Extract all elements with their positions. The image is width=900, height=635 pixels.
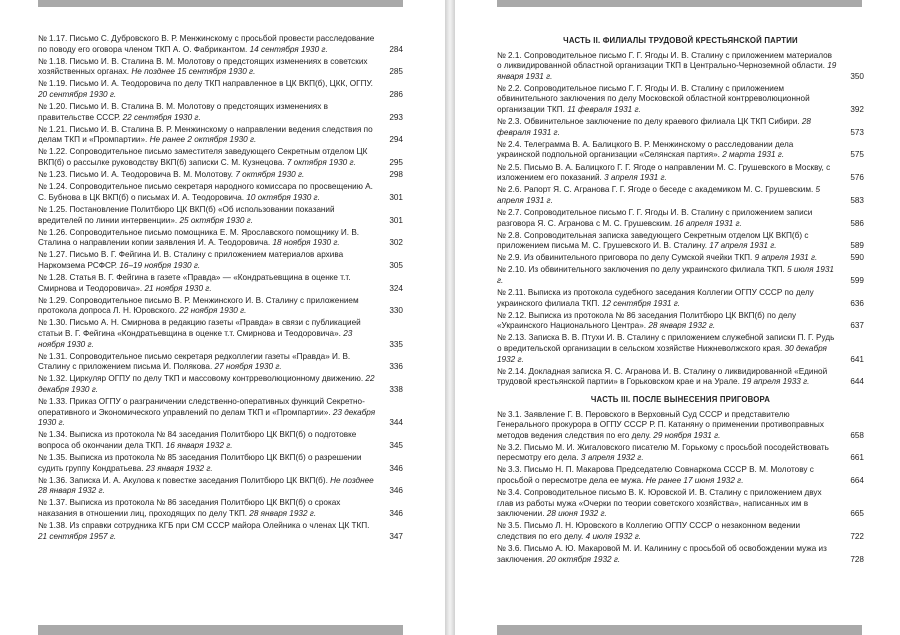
toc-entry: [497, 253, 864, 264]
toc-entry: [497, 117, 864, 138]
page-number: 637: [850, 321, 864, 331]
toc-entry: [38, 374, 403, 395]
left-page: [0, 0, 445, 635]
entry-body: [497, 51, 838, 83]
toc-entry: [38, 273, 403, 294]
contents-list-left: [38, 34, 403, 544]
entry-body: [38, 374, 377, 395]
entry-body: [497, 265, 838, 286]
entry-date: 5 апреля 1931 г.: [497, 185, 821, 205]
page-number: 285: [389, 67, 403, 77]
page-number: 293: [389, 112, 403, 122]
entry-title: № 1.29. Сопроводительное письмо В. Р. Менжинского И. В. Сталину с приложением протокола допроса Л. Н. Юровского.: [38, 295, 359, 316]
page-number: 590: [850, 253, 864, 263]
entry-date: 7 октября 1930 г.: [235, 170, 305, 180]
entry-body: [38, 521, 377, 542]
entry-date: 28 января 1932 г.: [648, 321, 716, 331]
toc-entry: [497, 443, 864, 464]
entry-title: № 3.6. Письмо А. Ю. Макаровой М. И. Калинину с просьбой об освобождении мужа из заключения.: [497, 544, 827, 564]
page-number: 346: [389, 486, 403, 496]
toc-entry: [497, 333, 864, 365]
part-3-title: ЧАСТЬ III. ПОСЛЕ ВЫНЕСЕНИЯ ПРИГОВОРА: [590, 394, 771, 404]
entry-body: [497, 253, 838, 264]
entry-date: 20 сентября 1930 г.: [38, 89, 117, 99]
entry-body: [497, 288, 838, 309]
entry-date: 16 апреля 1931 г.: [674, 218, 742, 228]
entry-date: 25 октября 1930 г.: [179, 215, 253, 225]
entry-title: № 1.31. Сопроводительное письмо секретаря редколлегии газеты «Правда» И. В. Сталину с приложением письма И. Полякова.: [38, 351, 351, 372]
entry-date: 16 января 1932 г.: [165, 440, 233, 450]
entry-body: [38, 125, 377, 146]
entry-date: 17 апреля 1931 г.: [709, 241, 777, 251]
toc-entry: [497, 367, 864, 388]
entry-title: № 3.2. Письмо М. И. Жигаловского писателю М. Горькому с просьбой посодействовать пересмотру его дела.: [497, 442, 829, 463]
entry-body: [38, 79, 377, 100]
entry-body: [497, 140, 838, 161]
page-number: 295: [389, 158, 403, 168]
entry-title: № 2.6. Рапорт Я. С. Агранова Г. Г. Ягоде о беседе с академиком М. С. Грушевским.: [497, 185, 814, 195]
page-number: 302: [389, 238, 403, 248]
entry-body: [38, 102, 377, 123]
toc-entry: [497, 521, 864, 542]
entry-date: 20 октября 1932 г.: [546, 554, 621, 564]
entry-body: [38, 228, 377, 249]
entry-date: 23 января 1932 г.: [145, 463, 213, 473]
entry-body: [38, 453, 377, 474]
entry-body: [497, 367, 838, 388]
entry-body: [38, 352, 377, 373]
part-2-entries: [497, 51, 864, 388]
entry-body: [497, 333, 838, 365]
toc-entry: [497, 208, 864, 229]
entry-date: 22 сентября 1930 г.: [122, 112, 201, 122]
toc-entry: [497, 288, 864, 309]
page-number: 644: [850, 377, 864, 387]
bottom-bar: [38, 625, 403, 635]
entry-body: [38, 397, 377, 429]
entry-title: № 2.7. Сопроводительное письмо Г. Г. Ягоды И. В. Сталину с приложением записи разговора Я. С. Агранова с М. С. Грушевским.: [497, 207, 813, 228]
page-number: 665: [850, 509, 864, 519]
entry-title: № 1.24. Сопроводительное письмо секретаря народного комиссара по просвещению А. С. Бубнова в ЦК ВКП(б) о письмах И. А. Теодоровича.: [38, 182, 373, 202]
book-gutter: [445, 0, 455, 635]
toc-entry: [38, 170, 403, 181]
entry-body: [497, 117, 838, 138]
top-bar: [38, 0, 403, 7]
page-number: 583: [850, 195, 864, 205]
page-number: 347: [389, 531, 403, 541]
entry-title: № 2.9. Из обвинительного приговора по делу Сумской ячейки ТКП.: [497, 253, 753, 263]
entry-title: № 2.11. Выписка из протокола судебного заседания Коллегии ОГПУ СССР по делу украинского филиала ТКП.: [497, 288, 814, 308]
toc-entry: [38, 79, 403, 100]
entry-body: [497, 521, 838, 542]
toc-entry: [38, 352, 403, 373]
entry-title: № 2.8. Сопроводительная записка заведующего Секретным отделом ЦК ВКП(б) с приложением письма М. С. Грушевского И. В. Сталину.: [497, 230, 809, 251]
toc-entry: [38, 453, 403, 474]
entry-title: № 1.20. Письмо И. В. Сталина В. М. Молотову о предстоящих изменениях в правительстве СССР.: [38, 102, 328, 122]
entry-body: [38, 273, 377, 294]
page-number: 664: [850, 476, 864, 486]
entry-body: [497, 231, 838, 252]
part-3-entries: [497, 410, 864, 566]
toc-entry: [497, 51, 864, 83]
entry-body: [497, 208, 838, 229]
entry-body: [38, 57, 377, 78]
entry-body: [497, 311, 838, 332]
entry-body: [497, 84, 838, 116]
entry-title: № 1.21. Письмо И. В. Сталина В. Р. Менжинскому о направлении ведения следствия по делам ТКП и «Промпартии».: [38, 124, 373, 145]
page-number: 298: [389, 170, 403, 180]
toc-entry: [38, 182, 403, 203]
entry-date: 28 февраля 1931 г.: [497, 117, 811, 137]
entry-title: № 1.35. Выписка из протокола № 85 заседания Политбюро ЦК ВКП(б) о разрешении судить группу Кондратьева.: [38, 452, 362, 473]
entry-date: 18 ноября 1930 г.: [272, 238, 340, 248]
entry-body: [38, 182, 377, 203]
page-number: 658: [850, 430, 864, 440]
toc-entry: [497, 140, 864, 161]
entry-date: 4 июля 1932 г.: [585, 532, 642, 542]
entry-title: № 3.1. Заявление Г. В. Перовского в Верховный Суд СССР и представителю Генерального прокурора в ОГПУ СССР Р. П. Катаняну о применении противоправных методов ведения следствия по его делу.: [497, 409, 824, 440]
page-number: 286: [389, 89, 403, 99]
toc-entry: [497, 84, 864, 116]
toc-entry: [38, 57, 403, 78]
toc-entry: [38, 228, 403, 249]
entry-title: № 2.1. Сопроводительное письмо Г. Г. Ягоды И. В. Сталину с приложением материалов о ликвидированной областной организации ТКП в Центрально-Черноземной области.: [497, 50, 832, 71]
entry-title: № 3.4. Сопроводительное письмо В. К. Юровской И. В. Сталину с приложением двух глав из работы мужа «Очерки по теории советского хозяйства», написанных им в заключении.: [497, 488, 822, 519]
entry-body: [497, 163, 838, 184]
entry-title: № 2.13. Записка В. В. Птухи И. В. Сталину с приложением служебной записки П. Г. Рудь о вредительской организации в сельском хозяйстве Нижневолжского края.: [497, 333, 835, 354]
entry-date: 3 апреля 1932 г.: [580, 453, 644, 463]
page-number: 346: [389, 508, 403, 518]
entry-date: 21 сентября 1957 г.: [38, 531, 117, 541]
entry-title: № 2.5. Письмо В. А. Балицкого Г. Г. Ягоде о направлении М. С. Грушевского в Москву, с изложением его показаний.: [497, 162, 831, 183]
toc-entry: [497, 544, 864, 565]
entry-title: № 1.30. Письмо А. Н. Смирнова в редакцию газеты «Правда» в связи с публикацией статьи В. Г. Фейгина «Кондратьевщина в оценке т.т. Смирнова и Теодоровича».: [38, 318, 361, 338]
entry-title: № 1.37. Выписка из протокола № 86 заседания Политбюро ЦК ВКП(б) о сроках наказания в отношении лиц, проходящих по делу ТКП.: [38, 498, 341, 518]
page-number: 392: [850, 105, 864, 115]
entry-date: 29 ноября 1931 г.: [653, 430, 721, 440]
entry-date: 11 февраля 1931 г.: [567, 105, 641, 115]
toc-entry: [38, 476, 403, 497]
toc-entry: [38, 102, 403, 123]
page-number: 284: [389, 44, 403, 54]
entry-body: [38, 296, 377, 317]
entry-date: 12 сентября 1931 г.: [601, 298, 681, 308]
page-number: 641: [850, 354, 864, 364]
entry-title: № 1.27. Письмо В. Г. Фейгина И. В. Сталину с приложением материалов архива Наркомзема РСФСР.: [38, 250, 344, 270]
page-number: 346: [389, 463, 403, 473]
toc-entry: [497, 488, 864, 520]
toc-entry: [38, 296, 403, 317]
entry-date: 28 июня 1932 г.: [546, 509, 607, 519]
entry-body: [497, 465, 838, 486]
contents-list-right: [497, 36, 864, 567]
entry-body: [38, 318, 377, 350]
page-number: 661: [850, 453, 864, 463]
entry-date: 22 ноября 1930 г.: [179, 306, 247, 316]
entry-date: 27 ноября 1930 г.: [214, 362, 282, 372]
entry-date: 14 сентября 1930 г.: [249, 44, 328, 54]
page-number: 301: [389, 192, 403, 202]
page-number: 301: [389, 215, 403, 225]
entry-title: № 1.19. Письмо И. А. Теодоровича по делу ТКП направленное в ЦК ВКП(б), ЦКК, ОГПУ.: [38, 79, 373, 89]
entry-title: № 2.4. Телеграмма В. А. Балицкого В. Р. Менжинскому о расследовании дела украинской подпольной организации «Селянская партия».: [497, 139, 794, 160]
entry-title: № 1.36. Записка И. А. Акулова к повестке заседания Политбюро ЦК ВКП(б).: [38, 475, 328, 485]
entry-date: Не позднее 28 января 1932 г.: [38, 475, 374, 496]
entry-date: 21 ноября 1930 г.: [144, 283, 212, 293]
entry-date: 23 ноября 1930 г.: [38, 328, 353, 349]
page-number: 335: [389, 339, 403, 349]
entry-body: [38, 147, 377, 168]
toc-entry: [38, 521, 403, 542]
entry-title: № 1.26. Сопроводительное письмо помощника Е. М. Ярославского помощнику И. В. Сталина о направлении копии заявления И. А. Теодоровича.: [38, 227, 360, 248]
toc-entry: [497, 185, 864, 206]
entry-date: 2 марта 1931 г.: [722, 150, 785, 160]
entry-title: № 1.23. Письмо И. А. Теодоровича В. М. Молотову.: [38, 170, 234, 180]
entry-body: [38, 205, 377, 226]
page-number: 330: [389, 306, 403, 316]
toc-entry: [38, 397, 403, 429]
entry-date: 5 июля 1931 г.: [497, 265, 834, 285]
page-number: 728: [850, 554, 864, 564]
entry-date: 19 апреля 1933 г.: [742, 377, 810, 387]
bottom-bar: [497, 625, 862, 635]
entry-title: № 2.14. Докладная записка Я. С. Агранова И. В. Сталину о ликвидированной «Единой трудовой крестьянской партии» в Горьковском крае и на Урале.: [497, 366, 828, 387]
page-number: 344: [389, 418, 403, 428]
entry-title: № 1.28. Статья В. Г. Фейгина в газете «Правда» — «Кондратьевщина в оценке т.т. Смирнова и Теодоровича».: [38, 272, 351, 293]
entry-date: Не ранее 2 октября 1930 г.: [149, 135, 257, 145]
entry-title: № 1.22. Сопроводительное письмо заместителя заведующего Секретным отделом ЦК ВКП(б) о рассылке руководству ВКП(б) записки С. М. Кузнецова.: [38, 147, 368, 168]
entry-title: № 3.3. Письмо Н. П. Макарова Председателю Совнаркома СССР В. М. Молотову с просьбой о пересмотре дела ее мужа.: [497, 465, 814, 486]
page-number: 599: [850, 275, 864, 285]
entry-body: [38, 170, 377, 181]
entry-body: [497, 443, 838, 464]
page-number: 294: [389, 135, 403, 145]
page-number: 336: [389, 362, 403, 372]
page-number: 573: [850, 127, 864, 137]
entry-date: Не позднее 15 сентября 1930 г.: [131, 67, 256, 77]
page-number: 305: [389, 260, 403, 270]
entry-title: № 2.3. Обвинительное заключение по делу краевого филиала ЦК ТКП Сибири.: [497, 117, 800, 127]
part-2-title: ЧАСТЬ II. ФИЛИАЛЫ ТРУДОВОЙ КРЕСТЬЯНСКОЙ ПАРТИИ: [563, 36, 798, 45]
entry-body: [38, 430, 377, 451]
toc-entry: [497, 311, 864, 332]
page-number: 586: [850, 218, 864, 228]
toc-entry: [497, 410, 864, 442]
entry-body: [497, 410, 838, 442]
entry-body: [38, 476, 377, 497]
entry-title: № 2.10. Из обвинительного заключения по делу украинского филиала ТКП.: [497, 265, 785, 275]
entry-title: № 3.5. Письмо Л. Н. Юровского в Коллегию ОГПУ СССР о незаконном ведении следствия по его делу.: [497, 521, 801, 542]
entry-date: 19 января 1931 г.: [497, 61, 837, 81]
toc-entry: [497, 231, 864, 252]
entry-date: 28 января 1932 г.: [249, 508, 317, 518]
entry-body: [38, 250, 377, 271]
toc-entry: [497, 465, 864, 486]
entry-body: [38, 34, 377, 55]
toc-entry: [497, 265, 864, 286]
right-page: [455, 0, 900, 635]
page-number: 350: [850, 71, 864, 81]
page-number: 345: [389, 440, 403, 450]
entry-title: № 1.34. Выписка из протокола № 84 заседания Политбюро ЦК ВКП(б) о подготовке вопроса об окончании дела ТКП.: [38, 430, 357, 450]
page-number: 636: [850, 298, 864, 308]
top-bar: [497, 0, 862, 7]
toc-entry: [38, 125, 403, 146]
entry-date: 3 апреля 1931 г.: [604, 173, 667, 183]
entry-title: № 1.17. Письмо С. Дубровского В. Р. Менжинскому с просьбой провести расследование по поводу его оговора членом ТКП А. О. Фабрикантом.: [38, 34, 375, 54]
entry-body: [497, 185, 838, 206]
entry-date: 22 декабря 1930 г.: [38, 374, 375, 394]
page-number: 589: [850, 241, 864, 251]
toc-entry: [38, 147, 403, 168]
entry-body: [497, 544, 838, 565]
entry-title: № 1.33. Приказ ОГПУ о разграничении следственно-оперативных функций Секретно-оперативного и Экономического управлений по делам ТКП и «Промпартии».: [38, 397, 365, 417]
page-number: 324: [389, 283, 403, 293]
entry-title: № 1.25. Постановление Политбюро ЦК ВКП(б) «Об использовании показаний вредителей по линии интервенции».: [38, 204, 335, 225]
entry-title: № 1.32. Циркуляр ОГПУ по делу ТКП и массовому контрреволюционному движению.: [38, 374, 364, 384]
page-number: 575: [850, 150, 864, 160]
entry-date: 9 апреля 1931 г.: [754, 253, 818, 263]
entry-title: № 1.18. Письмо И. В. Сталина В. М. Молотову о предстоящих изменениях в советских хозяйственных органах.: [38, 56, 368, 77]
entry-date: 23 декабря 1930 г.: [38, 407, 376, 428]
toc-entry: [38, 430, 403, 451]
page-number: 576: [850, 173, 864, 183]
entry-date: 7 октября 1930 г.: [286, 158, 356, 168]
toc-entry: [38, 205, 403, 226]
toc-entry: [38, 34, 403, 55]
entry-date: 30 декабря 1932 г.: [497, 344, 827, 364]
toc-entry: [497, 163, 864, 184]
entry-title: № 2.2. Сопроводительное письмо Г. Г. Ягоды И. В. Сталину с приложением обвинительного заключения по делу Московской областной контрреволюционной организации ТКП.: [497, 83, 810, 115]
entry-body: [497, 488, 838, 520]
entry-date: 16–19 ноября 1930 г.: [119, 260, 201, 270]
page-number: 722: [850, 532, 864, 542]
toc-entry: [38, 250, 403, 271]
page-number: 338: [389, 384, 403, 394]
entry-date: Не ранее 17 июня 1932 г.: [645, 476, 744, 486]
entry-title: № 2.12. Выписка из протокола № 86 заседания Политбюро ЦК ВКП(б) по делу «Украинского Национального Центра».: [497, 310, 797, 331]
entry-body: [38, 498, 377, 519]
entry-date: 10 октября 1930 г.: [246, 192, 320, 202]
toc-entry: [38, 498, 403, 519]
toc-entry: [38, 318, 403, 350]
entry-title: № 1.38. Из справки сотрудника КГБ при СМ СССР майора Олейника о членах ЦК ТКП.: [38, 521, 370, 531]
